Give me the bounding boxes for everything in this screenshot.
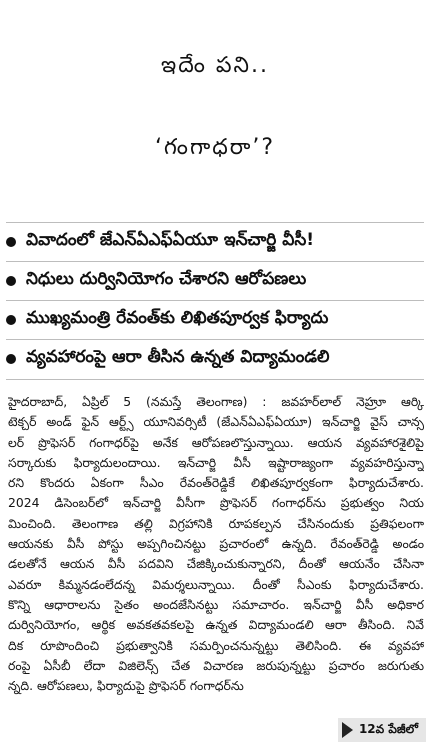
body-line: టెక్చర్ అండ్ ఫైన్ ఆర్ట్స్ యూనివర్సిటీ (జేఎన్ఏఎఫ్ఏయూ) ఇన్‌చార్జి వైస్ చాన్స bbox=[8, 414, 424, 430]
body-line: హైదరాబాద్, ఏప్రిల్ 5 (నమస్తే తెలంగాణ) : జవహర్‌లాల్ నెహ్రూ ఆర్కి bbox=[8, 394, 424, 409]
headline-line-2: ‘గంగాధరా’? bbox=[154, 135, 276, 160]
body-line: దుర్వినియోగం, ఆర్థిక అవకతవకలపై ఉన్నత విద్యామండలి ఆరా తీసింది. నివే bbox=[8, 617, 424, 633]
subhead-4 bbox=[6, 341, 426, 377]
subhead-text: వివాదంలో జేఎన్ఏఎఫ్ఏయూ ఇన్‌చార్జి వీసీ! bbox=[26, 230, 315, 250]
headline-line-1: ఇదేం పని.. bbox=[161, 53, 269, 78]
body-line-last: న్నది. ఆరోపణలు, ఫిర్యాదుపై ప్రొఫెసర్ గంగాధర్‌ను bbox=[8, 678, 244, 694]
body-line: 2024 డిసెంబర్‌లో ఇన్‌చార్జి వీసీగా ప్రొఫెసర్ గంగాధర్‌ను ప్రభుత్వం నియ bbox=[8, 495, 424, 511]
subhead-2 bbox=[6, 263, 426, 299]
divider bbox=[6, 339, 424, 340]
body-line: సర్కారుకు ఫిర్యాదులందాయి. ఇన్‌చార్జి వీసీ ఇష్టారాజ్యంగా వ్యవహరిస్తున్నా bbox=[8, 454, 424, 470]
continue-text: 12వ పేజీలో bbox=[358, 721, 418, 736]
continued-on-page-label bbox=[338, 718, 426, 742]
bullet-icon bbox=[6, 237, 16, 247]
divider bbox=[6, 300, 424, 301]
body-line: రని కొందరు ఏకంగా సీఎం రేవంత్‌రెడ్డికే లిఖితపూర్వకంగా ఫిర్యాదుచేశారు. bbox=[8, 475, 424, 491]
body-line: లర్ ప్రొఫెసర్ గంగాధర్‌పై అనేక ఆరోపణలొస్తున్నాయి. ఆయన వ్యవహారశైలిపై bbox=[8, 434, 424, 450]
bullet-icon bbox=[6, 354, 16, 364]
subhead-3 bbox=[6, 302, 426, 338]
subhead-1 bbox=[6, 224, 426, 260]
body-line: దిక రూపొందించి ప్రభుత్వానికి సమర్పించనున్నట్టు తెలిసింది. ఈ వ్యవహా bbox=[8, 637, 424, 653]
article-body bbox=[8, 392, 424, 696]
body-line: డలతోనే ఆయన వీసీ పదవిని చేజిక్కించుకున్నారని, దీంతో ఆయనేం చేసినా bbox=[8, 556, 424, 572]
body-line: ఎవరూ కిమ్మనడంలేదన్న విమర్శలున్నాయి. దీంతో సీఎంకు ఫిర్యాదుచేశారు. bbox=[8, 576, 424, 592]
bullet-icon bbox=[6, 276, 16, 286]
body-line: కొన్ని ఆధారాలను సైతం అందజేసినట్టు సమాచారం. ఇన్‌చార్జి వీసీ అధికార bbox=[8, 596, 424, 612]
body-line: రంపై ఏసీబీ లేదా విజిలెన్స్ చేత విచారణ జరుపున్నట్టు ప్రచారం జరుగుతు bbox=[8, 657, 424, 673]
body-line: ఆయనకు వీసీ పోస్టు అప్పగించినట్టు ప్రచారంలో ఉన్నది. రేవంత్‌రెడ్డి అండం bbox=[8, 536, 424, 552]
divider bbox=[6, 261, 424, 262]
arrow-right-icon bbox=[342, 722, 353, 738]
divider bbox=[6, 379, 424, 380]
bullet-icon bbox=[6, 315, 16, 325]
subhead-text: ముఖ్యమంత్రి రేవంత్‌కు లిఖితపూర్వక ఫిర్యాదు bbox=[26, 308, 329, 328]
body-line: మించింది. తెలంగాణ తల్లి విగ్రహానికి రూపకల్పన చేసినందుకు ప్రతిఫలంగా bbox=[8, 515, 424, 531]
subhead-text: నిధులు దుర్వినియోగం చేశారని ఆరోపణలు bbox=[26, 269, 307, 289]
subhead-text: వ్యవహారంపై ఆరా తీసిన ఉన్నత విద్యామండలి bbox=[26, 347, 330, 367]
divider bbox=[6, 222, 424, 223]
